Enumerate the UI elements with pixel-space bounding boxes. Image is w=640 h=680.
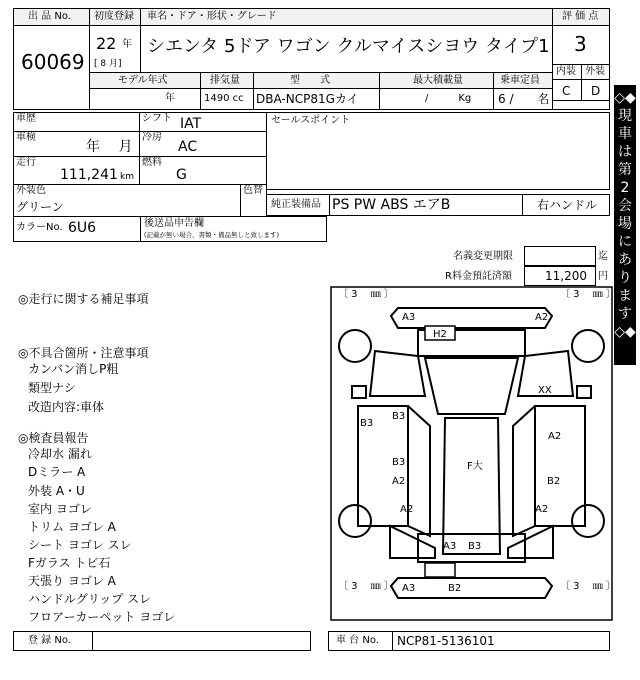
damage-mark: B2 bbox=[448, 583, 462, 594]
inspector-item: シート ヨゴレ スレ bbox=[28, 538, 132, 552]
damage-mark: A2 bbox=[535, 312, 549, 323]
inspection-label: 車検 bbox=[16, 132, 36, 143]
interior-label: 内装 bbox=[556, 66, 576, 77]
reg-value-cell bbox=[92, 631, 311, 651]
inspector-item: Dミラー A bbox=[28, 465, 86, 479]
inspection-value: 年 月 bbox=[86, 139, 133, 155]
damage-mark: A3 bbox=[402, 312, 416, 323]
chassis-value: NCP81-5136101 bbox=[397, 634, 495, 648]
displacement-label: 排気量 bbox=[210, 75, 240, 86]
max-load-value: / Kg bbox=[425, 93, 472, 104]
first-reg-label: 初度登録 bbox=[94, 11, 134, 22]
type-value: DBA-NCP81Gカイ bbox=[256, 92, 359, 106]
repaint-label: 色替 bbox=[243, 185, 263, 196]
name-change-cell bbox=[524, 246, 596, 266]
inspector-item: ハンドルグリップ スレ bbox=[28, 592, 152, 606]
model-year-unit: 年 bbox=[165, 93, 175, 104]
defect-item: カンバン消しP粗 bbox=[28, 362, 119, 376]
interior-value: C bbox=[562, 84, 571, 98]
type-label: 型 式 bbox=[290, 75, 330, 86]
mileage-value: 111,241 bbox=[60, 167, 118, 183]
equipment-label: 純正装備品 bbox=[271, 199, 321, 210]
score-value: 3 bbox=[574, 32, 587, 56]
fuel-label: 燃料 bbox=[142, 157, 162, 168]
driving-notes-title: ◎走行に関する補足事項 bbox=[18, 292, 149, 306]
damage-mark: A2 bbox=[548, 431, 562, 442]
tire-depth-label: 〔 3 ㎜ 〕 bbox=[560, 289, 616, 300]
recycle-value: 11,200 bbox=[545, 269, 587, 283]
shift-label: シフト bbox=[142, 113, 172, 124]
inspector-item: フロアーカーペット ヨゴレ bbox=[28, 610, 176, 624]
sales-point-label: セールスポイント bbox=[271, 115, 351, 126]
damage-mark: A3 bbox=[402, 583, 416, 594]
recycle-label: R料金預託済額 bbox=[445, 271, 512, 282]
model-year-label: モデル年式 bbox=[118, 75, 168, 86]
lot-label: 出 品 No. bbox=[28, 11, 71, 22]
first-reg-year-unit: 年 bbox=[122, 39, 132, 50]
damage-mark: XX bbox=[538, 385, 552, 396]
history-label: 車歴 bbox=[16, 113, 36, 124]
inspector-item: 冷却水 漏れ bbox=[28, 447, 92, 461]
damage-mark: B3 bbox=[392, 411, 406, 422]
damage-mark: F大 bbox=[467, 461, 483, 472]
color-no-value: 6U6 bbox=[68, 220, 97, 236]
exterior-label: 外装 bbox=[585, 66, 605, 77]
aftermarket-note: (記載が無い場合、書類・備品無しと致します) bbox=[144, 231, 280, 239]
inspector-title: ◎検査員報告 bbox=[18, 431, 89, 445]
ac-value: AC bbox=[178, 139, 198, 155]
fuel-value: G bbox=[176, 167, 187, 183]
name-label: 車名・ドア・形状・グレード bbox=[147, 11, 277, 22]
damage-mark: A2 bbox=[535, 504, 549, 515]
inspector-item: 室内 ヨゴレ bbox=[28, 502, 92, 516]
steering-value: 右ハンドル bbox=[537, 198, 598, 212]
damage-diagram bbox=[330, 286, 616, 621]
recycle-unit: 円 bbox=[598, 271, 608, 282]
first-reg-year: 22 bbox=[96, 34, 117, 53]
venue-banner: ◇◆現車は第2会場にあります◇◆ bbox=[614, 85, 636, 365]
inspector-item: トリム ヨゴレ A bbox=[28, 520, 116, 534]
mileage-unit: km bbox=[120, 172, 134, 182]
max-load-label: 最大積載量 bbox=[413, 75, 463, 86]
exterior-value: D bbox=[591, 84, 601, 98]
defect-item: 類型ナシ bbox=[28, 381, 76, 395]
exterior-color-label: 外装色 bbox=[16, 185, 46, 196]
capacity-label: 乗車定員 bbox=[500, 75, 540, 86]
inspector-item: Fガラス トビ石 bbox=[28, 556, 111, 570]
exterior-color-value: グリーン bbox=[16, 200, 64, 214]
first-reg-month: [ 8 月] bbox=[94, 59, 122, 69]
damage-mark: A2 bbox=[392, 476, 406, 487]
car-outline bbox=[330, 286, 613, 621]
displacement-value: 1490 cc bbox=[204, 93, 244, 104]
mileage-label: 走行 bbox=[16, 157, 36, 168]
damage-mark: H2 bbox=[433, 329, 447, 340]
inspector-item: 天張り ヨゴレ A bbox=[28, 574, 116, 588]
lot-number: 60069 bbox=[21, 50, 85, 74]
damage-mark: A2 bbox=[400, 504, 414, 515]
tire-depth-label: 〔 3 ㎜ 〕 bbox=[338, 289, 394, 300]
damage-mark: B3 bbox=[360, 418, 374, 429]
capacity-value: 6 / 名 bbox=[498, 92, 550, 106]
damage-mark: B3 bbox=[392, 457, 406, 468]
tire-depth-label: 〔 3 ㎜ 〕 bbox=[338, 581, 394, 592]
shift-value: IAT bbox=[180, 116, 202, 132]
defects-title: ◎不具合箇所・注意事項 bbox=[18, 346, 149, 360]
damage-mark: A3 bbox=[443, 541, 457, 552]
tire-depth-label: 〔 3 ㎜ 〕 bbox=[560, 581, 616, 592]
chassis-label: 車 台 No. bbox=[336, 635, 379, 646]
name-change-unit: 迄 bbox=[598, 251, 608, 262]
equipment-value: PS PW ABS エアB bbox=[332, 197, 451, 213]
ac-label: 冷房 bbox=[142, 132, 162, 143]
damage-mark: B3 bbox=[468, 541, 482, 552]
defect-item: 改造内容:車体 bbox=[28, 400, 105, 414]
car-name: シエンタ 5ドア ワゴン クルマイスシヨウ タイプ1 bbox=[147, 36, 550, 57]
aftermarket-label: 後送品申告欄 bbox=[144, 218, 204, 229]
inspector-item: 外装 A・U bbox=[28, 484, 85, 498]
reg-label: 登 録 No. bbox=[28, 635, 71, 646]
color-no-label: カラーNo. bbox=[16, 222, 63, 233]
name-change-label: 名義変更期限 bbox=[453, 251, 513, 262]
model-year-cell bbox=[89, 88, 201, 110]
damage-mark: B2 bbox=[547, 476, 561, 487]
score-label: 評 価 点 bbox=[562, 11, 599, 22]
